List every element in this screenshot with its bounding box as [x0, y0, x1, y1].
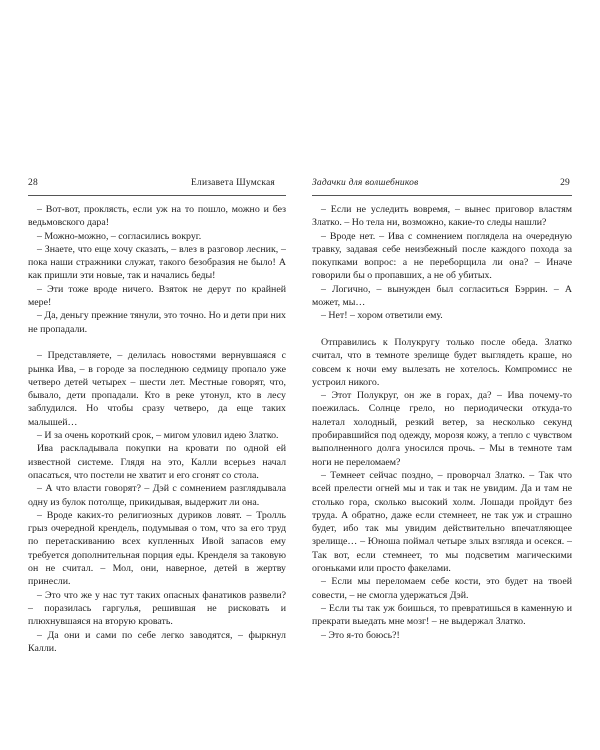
paragraph: Отправились к Полукругу только после обеда. Златко считал, что в темноте зрелище будет выглядеть краше, но совсем к ночи ему вылезать не хотелось. Компромисс не устроил никого. — [312, 336, 572, 388]
paragraph: – Да они и сами по себе легко заводятся, – фыркнул Калли. — [28, 629, 286, 654]
paragraph: – Вроде нет. – Ива с сомнением поглядела на очередную травку, задавая себе неизбежный после каждого похода за покупками вопрос: а не переборщила ли она? – Иначе говорили бы о пропавших, а не об убитых. — [312, 230, 572, 282]
paragraph: Ива раскладывала покупки на кровати по одной ей известной системе. Глядя на это, Калли всерьез начал опасаться, что постели не хватит и его сгонят со стола. — [28, 443, 286, 481]
paragraph: – Если ты так уж боишься, то превратишься в каменную и прекрати выедать мне мозг! – не выдержал Златко. — [312, 602, 572, 628]
right-page-text — [312, 203, 572, 642]
paragraph: – Знаете, что еще хочу сказать, – влез в разговор лесник, – пока наши стражники служат, такого безобразия не было! А как пришли эти новые, так и начались беды! — [28, 243, 286, 282]
paragraph: – Темнеет сейчас поздно, – проворчал Златко. – Так что всей прелести огней мы и так и так не увидим. Да и там не столько гора, сколько высокий холм. Лошади пройдут без труда. А обратно, даже если стемнеет, не так уж и страшно будет, ибо так мы увидим действительно впечатляющее зрелище… – Юноша поймал четыре злых взгляда и осекся. – Так вот, если стемнеет, то мы подсветим магическими огоньками или просто факелами. — [312, 469, 572, 575]
paragraph: – И за очень короткий срок, – мигом уловил идею Златко. — [37, 430, 279, 442]
paragraph: – Да, деньгу прежние тянули, это точно. Но и дети при них не пропадали. — [28, 310, 286, 335]
left-page-number: 28 — [28, 178, 38, 188]
paragraph: – Вот-вот, проклясть, если уж на то пошло, можно и без ведьмовского дара! — [28, 204, 286, 229]
paragraph: – Можно-можно, – согласились вокруг. — [37, 230, 202, 242]
paragraph: – Если мы переломаем себе кости, это будет на твоей совести, – не смогла удержаться Дэй. — [312, 576, 572, 601]
paragraph: – Эти тоже вроде ничего. Взяток не дерут по крайней мере! — [28, 283, 286, 309]
left-author-header: Елизавета Шумская — [191, 178, 275, 188]
right-page — [312, 178, 572, 642]
left-page-text — [28, 203, 286, 655]
paragraph: – Нет! – хором ответили ему. — [321, 310, 443, 322]
paragraph: – Этот Полукруг, он же в горах, да? – Ива почему-то поежилась. Солнце грело, но периодически откуда-то налетал холодный, резкий ветер, за несколько секунд пробиравшийся под одежду, морозя кожу, а тепло с чувством выполненного долга уносился прочь. – Мы в темноте там ноги не переломаем? — [312, 390, 572, 468]
paragraph: – Это я-то боюсь?! — [321, 629, 400, 641]
paragraph: – Логично, – вынужден был согласиться Бэррин. – А может, мы… — [312, 283, 572, 309]
right-running-head — [312, 178, 572, 196]
paragraph: – А что власти говорят? – Дэй с сомнением разглядывала одну из булок потолще, прикидывая, выдержит ли она. — [28, 483, 286, 508]
left-page — [28, 178, 286, 655]
paragraph: – Представляете, – делилась новостями вернувшаяся с рынка Ива, – в городе за последнюю седмицу пропало уже четверо детей четырех – шести лет. Местные говорят, что, бывало, дети пропадали. Кто в реке утонул, кто в лесу заблудился. Но чтобы сразу четверо, да еще таких малышей… — [28, 350, 286, 428]
paragraph: – Если не уследить вовремя, – вынес приговор властям Златко. – Но тела ни, возможно, какие-то следы нашли? — [312, 204, 572, 229]
left-running-head — [28, 178, 286, 196]
paragraph: – Это что же у нас тут таких опасных фанатиков развели? – поразилась гаргулья, решившая не рисковать и плюхнувшаяся на вторую кровать. — [28, 589, 286, 628]
paragraph: – Вроде каких-то религиозных дуриков ловят. – Тролль грыз очередной крендель, подумывая о том, что за его труд по перетаскиванию всех купленных Ивой запасов ему требуется дополнительная порция еды. Кренделя за таковую он не считал. – Мол, они, наверное, детей в жертву принесли. — [28, 509, 286, 588]
right-page-number: 29 — [560, 178, 570, 188]
right-book-title-header: Задачки для волшебников — [312, 178, 419, 188]
